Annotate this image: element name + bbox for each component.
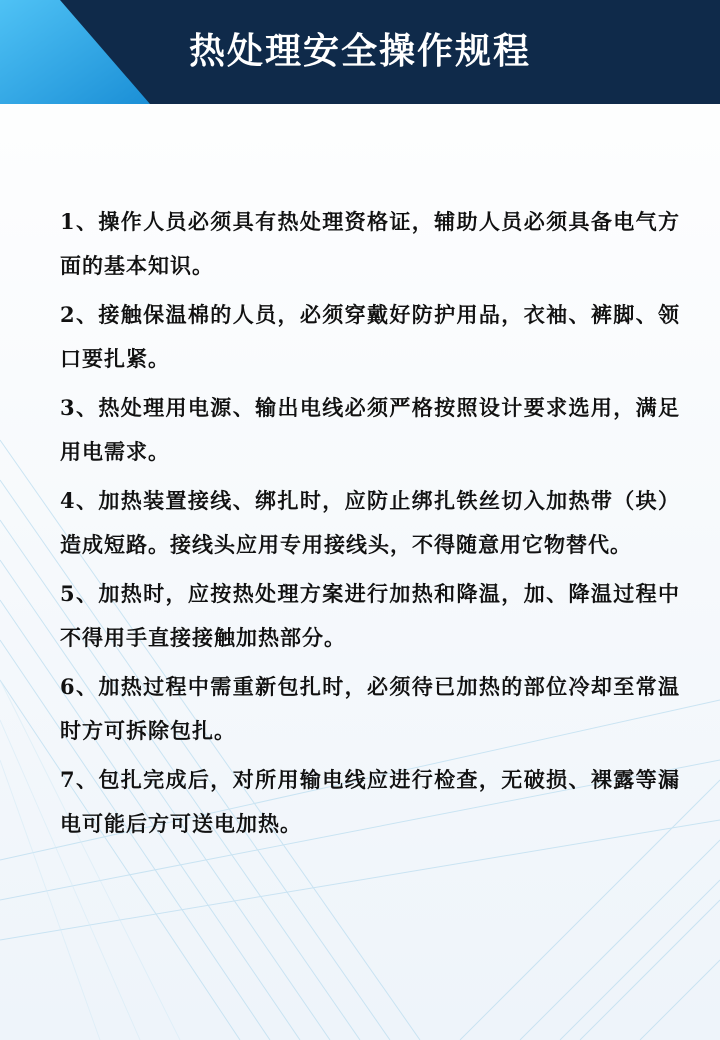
list-item: 2、接触保温棉的人员，必须穿戴好防护用品，衣袖、裤脚、领口要扎紧。 (60, 302, 680, 371)
list-item: 7、包扎完成后，对所用输电线应进行检查，无破损、裸露等漏电可能后方可送电加热。 (60, 767, 680, 836)
list-item: 6、加热过程中需重新包扎时，必须待已加热的部位冷却至常温时方可拆除包扎。 (60, 674, 680, 743)
list-item: 4、加热装置接线、绑扎时，应防止绑扎铁丝切入加热带（块）造成短路。接线头应用专用接线头，不得随意用它物替代。 (60, 488, 680, 557)
header-bar (0, 0, 720, 104)
regulation-list (60, 200, 680, 851)
page-title: 热处理安全操作规程 (188, 31, 531, 72)
list-item: 5、加热时，应按热处理方案进行加热和降温，加、降温过程中不得用手直接接触加热部分。 (60, 581, 680, 650)
list-item: 1、操作人员必须具有热处理资格证，辅助人员必须具备电气方面的基本知识。 (60, 209, 680, 278)
list-item: 3、热处理用电源、输出电线必须严格按照设计要求选用，满足用电需求。 (60, 395, 680, 464)
